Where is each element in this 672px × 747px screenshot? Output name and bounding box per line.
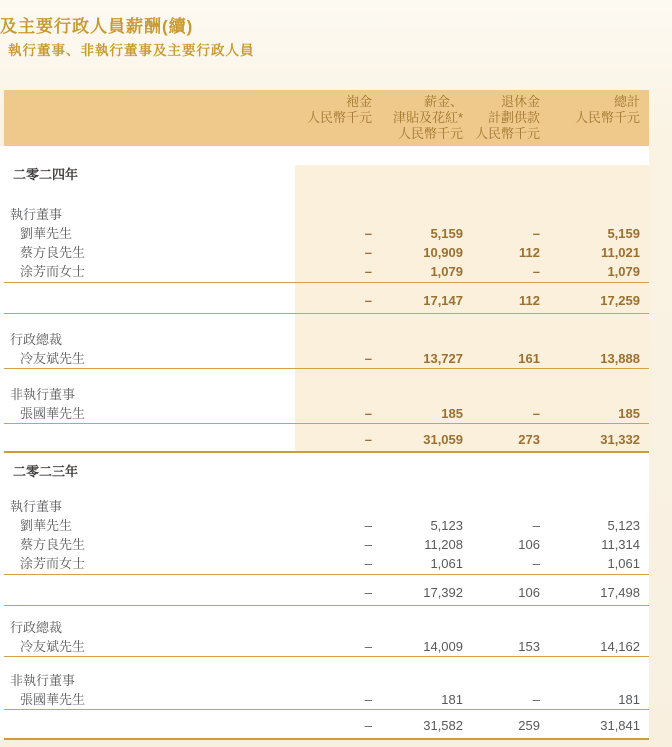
cell-fees: – [364,264,372,279]
year-label: 二零二四年 [13,167,79,182]
group-heading-row [4,671,649,690]
section-2024 [4,165,649,453]
cell-pension: – [532,518,540,533]
cell-salary: 31,582 [423,718,463,733]
cell-salary: 13,727 [423,351,463,366]
cell-pension: 106 [518,537,540,552]
group-heading: 執行董事 [10,207,63,222]
cell-fees: – [364,351,372,366]
group-heading-row [4,330,649,349]
group-heading-row [4,618,649,637]
total-spacer [4,716,295,735]
divider-rule [4,709,649,710]
divider-rule [4,605,649,606]
row-values [295,716,649,735]
divider-rule [4,574,649,575]
header-line: 人民幣千元 [474,126,540,141]
header-line: 人民幣千元 [397,126,463,141]
group-heading: 行政總裁 [10,620,63,635]
group-heading: 非執行董事 [10,387,76,402]
cell-salary: 5,123 [430,518,463,533]
row-values [295,516,649,535]
table-row [4,690,649,709]
header-line: 總計 [613,94,640,109]
row-values [295,349,649,368]
group-heading-row [4,497,649,516]
section-end-rule [4,451,649,453]
cell-fees: – [364,585,372,600]
divider-rule [4,656,649,657]
year-row [4,462,649,481]
cell-total: 5,123 [607,518,640,533]
subtotal-spacer [4,583,295,602]
cell-total: 31,841 [600,718,640,733]
row-values [295,243,649,262]
cell-fees: – [364,406,372,421]
column-header-total [540,94,640,142]
cell-pension: 259 [518,718,540,733]
cell-pension: 112 [519,245,540,260]
table-row [4,554,649,573]
director-name: 劉華先生 [20,518,73,533]
cell-pension: – [532,264,540,279]
cell-total: 1,061 [607,556,640,571]
cell-pension: – [532,406,540,421]
cell-pension: – [532,556,540,571]
cell-salary: 10,909 [423,245,463,260]
cell-total: 13,888 [600,351,640,366]
header-line: 薪金、 [423,94,463,109]
cell-total: 1,079 [607,264,640,279]
cell-fees: – [364,293,372,308]
cell-fees: – [364,639,372,654]
table-row [4,535,649,554]
cell-pension: 273 [518,432,540,447]
divider-rule [4,313,649,314]
divider-rule [4,368,649,369]
cell-fees: – [364,718,372,733]
director-name: 劉華先生 [20,226,73,241]
total-spacer [4,430,295,449]
director-name: 涂芳而女士 [20,264,86,279]
section-end-rule [4,738,649,740]
cell-total: 11,021 [600,245,640,260]
director-name: 張國華先生 [20,406,86,421]
group-heading-row [4,385,649,404]
table-row [4,262,649,281]
cell-salary: 17,147 [423,293,463,308]
cell-total: 181 [618,692,640,707]
group-heading: 執行董事 [10,499,63,514]
row-values [295,224,649,243]
row-values [295,262,649,281]
row-values [295,690,649,709]
cell-pension: 106 [518,585,540,600]
cell-total: 14,162 [600,639,640,654]
divider-rule [4,423,649,424]
cell-salary: 5,159 [430,226,463,241]
cell-total: 5,159 [607,226,640,241]
director-name: 蔡方良先生 [20,245,86,260]
cell-total: 17,259 [600,293,640,308]
cell-pension: 161 [518,351,540,366]
cell-pension: 153 [518,639,540,654]
cell-salary: 1,061 [430,556,463,571]
cell-pension: – [532,692,540,707]
total-row [4,430,649,449]
total-row [4,716,649,735]
table-row [4,243,649,262]
cell-fees: – [364,518,372,533]
header-line: 計劃供款 [487,110,540,125]
table-row [4,637,649,656]
cell-fees: – [364,556,372,571]
group-heading: 行政總裁 [10,332,63,347]
section-2023 [4,462,649,740]
cell-total: 185 [618,406,640,421]
header-line: 人民幣千元 [306,110,372,125]
cell-total: 17,498 [600,585,640,600]
row-values [295,404,649,423]
cell-fees: – [364,692,372,707]
cell-salary: 14,009 [423,639,463,654]
remuneration-table [4,90,649,740]
year-label: 二零二三年 [13,464,79,479]
row-values [295,291,649,310]
cell-salary: 31,059 [423,432,463,447]
table-row [4,404,649,423]
cell-salary: 1,079 [430,264,463,279]
group-heading: 非執行董事 [10,673,76,688]
header-line: 人民幣千元 [574,110,640,125]
row-values [295,637,649,656]
page-title: 及主要行政人員薪酬(續) [0,17,194,36]
director-name: 冷友斌先生 [20,351,86,366]
director-name: 涂芳而女士 [20,556,86,571]
header-line: 津貼及花紅* [392,110,463,125]
table-header [4,90,649,146]
table-row [4,516,649,535]
cell-fees: – [364,245,372,260]
header-line: 袍金 [345,94,372,109]
page-subtitle: 執行董事、非執行董事及主要行政人員 [8,43,255,58]
cell-fees: – [364,226,372,241]
cell-fees: – [364,432,372,447]
subtotal-spacer [4,291,295,310]
cell-total: 11,314 [601,537,640,552]
cell-salary: 11,208 [424,537,463,552]
column-header-salary [372,94,463,142]
row-values [295,583,649,602]
header-line: 退休金 [500,94,540,109]
cell-pension: 112 [519,293,540,308]
director-name: 蔡方良先生 [20,537,86,552]
director-name: 冷友斌先生 [20,639,86,654]
subtotal-row [4,583,649,602]
column-header-fees [295,94,372,142]
row-values [295,430,649,449]
divider-rule [4,282,649,283]
row-values [295,554,649,573]
cell-total: 31,332 [600,432,640,447]
cell-pension: – [532,226,540,241]
year-row [4,165,649,184]
column-header-pension [463,94,540,142]
group-heading-row [4,205,649,224]
cell-salary: 17,392 [423,585,463,600]
table-row [4,349,649,368]
cell-fees: – [364,537,372,552]
cell-salary: 181 [441,692,463,707]
subtotal-row [4,291,649,310]
director-name: 張國華先生 [20,692,86,707]
row-values [295,535,649,554]
table-row [4,224,649,243]
cell-salary: 185 [441,406,463,421]
header-columns [295,94,649,142]
